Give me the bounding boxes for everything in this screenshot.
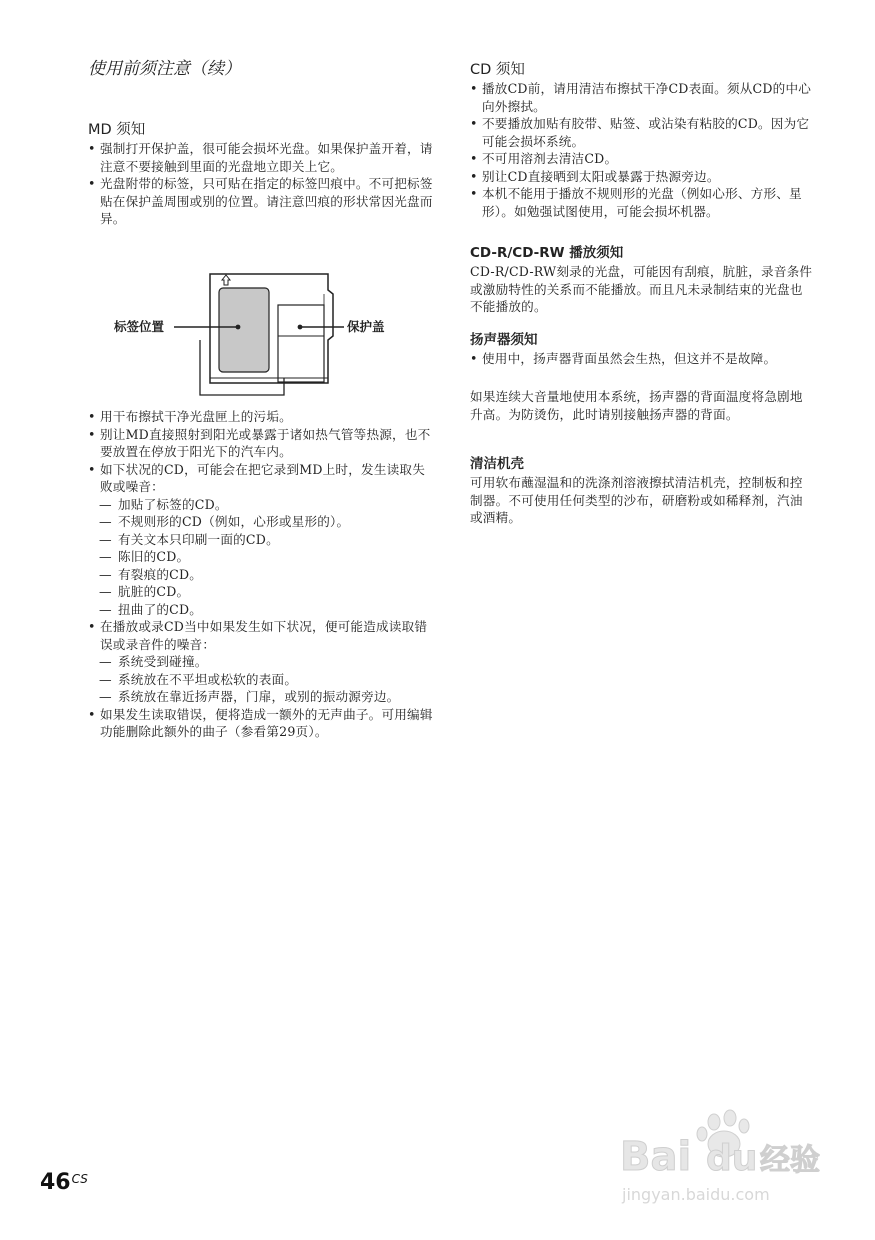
shutter	[278, 305, 324, 382]
svg-text:jingyan.baidu.com: jingyan.baidu.com	[622, 1185, 770, 1204]
svg-text:du: du	[706, 1138, 758, 1179]
list-item: — 陈旧的CD。	[88, 548, 433, 566]
shutter-text: 保护盖	[347, 319, 385, 334]
list-item: • 如果发生读取错误，便将造成一额外的无声曲子。可用编辑功能删除此额外的曲子（参看第29页）。	[88, 706, 433, 741]
speaker-bullets	[470, 350, 815, 368]
cd-heading: CD 须知	[470, 62, 525, 78]
page-number	[40, 1170, 87, 1195]
page-title: 使用前须注意（续）	[88, 59, 241, 79]
list-item: — 有裂痕的CD。	[88, 566, 433, 584]
list-item: — 扭曲了的CD。	[88, 601, 433, 619]
list-item: • 使用中，扬声器背面虽然会生热，但这并不是故障。	[470, 350, 815, 368]
list-item: — 有关文本只印刷一面的CD。	[88, 531, 433, 549]
label-position-text: 标签位置	[114, 319, 165, 334]
md-label-diagram	[88, 270, 433, 400]
cleaning-heading: 清洁机壳	[470, 456, 524, 472]
md-heading: MD 须知	[88, 122, 146, 138]
svg-text:Bai: Bai	[620, 1134, 692, 1180]
cdr-heading: CD-R/CD-RW 播放须知	[470, 245, 624, 261]
page-suffix: CS	[71, 1172, 88, 1186]
list-item: — 系统放在不平坦或松软的表面。	[88, 671, 433, 689]
list-item: — 加贴了标签的CD。	[88, 496, 433, 514]
list-item: • 别让CD直接晒到太阳或暴露于热源旁边。	[470, 168, 815, 186]
speaker-heading: 扬声器须知	[470, 332, 538, 348]
list-item: • 播放CD前，请用清洁布擦拭干净CD表面。须从CD的中心向外擦拭。	[470, 80, 815, 115]
list-item: • 用干布擦拭干净光盘匣上的污垢。	[88, 408, 433, 426]
list-item: — 不规则形的CD（例如，心形或星形的）。	[88, 513, 433, 531]
speaker-text: 如果连续大音量地使用本系统，扬声器的背面温度将急剧地升高。为防烫伤，此时请别接触扬声器的背面。	[470, 389, 803, 422]
cleaning-text: 可用软布蘸湿温和的洗涤剂溶液擦拭清洁机壳，控制板和控制器。不可使用任何类型的沙布，研磨粉或如稀释剂，汽油或酒精。	[470, 475, 803, 525]
list-item: • 别让MD直接照射到阳光或暴露于诸如热气管等热源，也不要放置在停放于阳光下的汽车内。	[88, 426, 433, 461]
cd-bullets	[470, 80, 815, 220]
list-item: • 不要播放加贴有胶带、贴签、或沾染有粘胶的CD。因为它可能会损坏系统。	[470, 115, 815, 150]
md-bullets-bottom	[88, 408, 433, 741]
list-item: • 如下状况的CD，可能会在把它录到MD上时，发生读取失败或噪音：	[88, 461, 433, 496]
list-item: • 光盘附带的标签，只可贴在指定的标签凹痕中。不可把标签贴在保护盖周围或别的位置。请注意凹痕的形状常因光盘而异。	[88, 175, 433, 228]
list-item: • 本机不能用于播放不规则形的光盘（例如心形、方形、星形）。如勉强试图使用，可能会损坏机器。	[470, 185, 815, 220]
list-item: — 肮脏的CD。	[88, 583, 433, 601]
list-item: • 强制打开保护盖，很可能会损坏光盘。如果保护盖开着，请注意不要接触到里面的光盘地立即关上它。	[88, 140, 433, 175]
cdr-text: CD-R/CD-RW刻录的光盘，可能因有刮痕，肮脏，录音条件或激励特性的关系而不能播放。而且凡未录制结束的光盘也不能播放的。	[470, 264, 813, 314]
label-recess	[219, 288, 269, 372]
md-bullets-top	[88, 140, 433, 228]
svg-text:经验: 经验	[760, 1143, 820, 1178]
list-item: • 不可用溶剂去清洁CD。	[470, 150, 815, 168]
list-item: — 系统受到碰撞。	[88, 653, 433, 671]
page-number-value: 46	[40, 1170, 71, 1195]
list-item: — 系统放在靠近扬声器，门扉，或别的振动源旁边。	[88, 688, 433, 706]
list-item: • 在播放或录CD当中如果发生如下状况，便可能造成读取错误或录音件的噪音：	[88, 618, 433, 653]
baidu-watermark-logo	[618, 1108, 828, 1208]
